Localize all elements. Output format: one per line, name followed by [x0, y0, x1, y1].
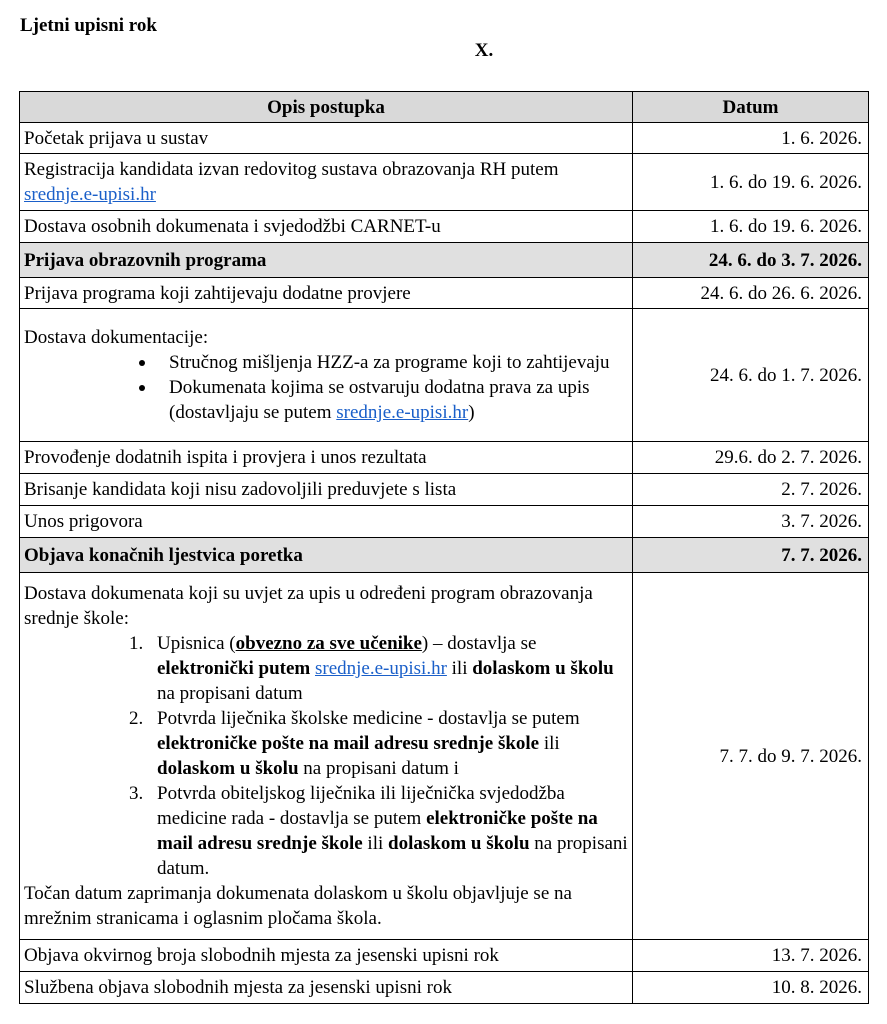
- row-date: 3. 7. 2026.: [633, 506, 869, 538]
- row-date: 24. 6. do 3. 7. 2026.: [633, 243, 869, 278]
- e-upisi-link[interactable]: srednje.e-upisi.hr: [24, 184, 156, 205]
- row-description: Prijava obrazovnih programa: [20, 243, 633, 278]
- row-date: 7. 7. 2026.: [633, 538, 869, 573]
- table-row: [20, 972, 869, 1004]
- e-upisi-link[interactable]: srednje.e-upisi.hr: [314, 658, 447, 679]
- row-description: [20, 309, 633, 442]
- row-date: 2. 7. 2026.: [633, 474, 869, 506]
- numbered-item: 1. Upisnica (obvezno za sve učenike) – dostavlja se elektronički putem srednje.e-upisi.hr ili dolaskom u školu na propisani datum: [129, 633, 614, 704]
- row-description: Objava okvirnog broja slobodnih mjesta za jesenski upisni rok: [20, 940, 633, 972]
- bullet-item: Dokumenata kojima se ostvaruju dodatna prava za upis (dostavljaju se putem srednje.e-upisi.hr): [169, 375, 628, 425]
- row-intro: Dostava dokumenata koji su uvjet za upis u određeni program obrazovanja srednje škole:: [24, 583, 593, 629]
- table-row: [20, 211, 869, 243]
- row-description: Početak prijava u sustav: [20, 123, 633, 154]
- row-date: 1. 6. 2026.: [633, 123, 869, 154]
- numbered-item: 2. Potvrda liječnika školske medicine - dostavlja se putem elektroničke pošte na mail adresu srednje škole ili dolaskom u školu na propisani datum i: [129, 708, 580, 779]
- row-date: 24. 6. do 26. 6. 2026.: [633, 278, 869, 309]
- table-header-row: [20, 92, 869, 123]
- table-row: [20, 309, 869, 442]
- row-date: 13. 7. 2026.: [633, 940, 869, 972]
- table-row: [20, 123, 869, 154]
- row-description: Službena objava slobodnih mjesta za jesenski upisni rok: [20, 972, 633, 1004]
- table-row-highlight: [20, 243, 869, 278]
- numbered-item: 3. Potvrda obiteljskog liječnika ili liječnička svjedodžba medicine rada - dostavlja se putem elektroničke pošte na mail adresu srednje škole ili dolaskom u školu na propisani datum.: [129, 783, 628, 879]
- row-description: Unos prigovora: [20, 506, 633, 538]
- numbered-list: [24, 631, 628, 881]
- header-description: Opis postupka: [20, 92, 633, 123]
- table-row: [20, 154, 869, 211]
- row-intro: Dostava dokumentacije:: [24, 327, 209, 348]
- table-row: [20, 474, 869, 506]
- table-row: [20, 506, 869, 538]
- row-date: 29.6. do 2. 7. 2026.: [633, 442, 869, 474]
- row-description: Dostava osobnih dokumenata i svjedodžbi CARNET-u: [20, 211, 633, 243]
- table-row: [20, 442, 869, 474]
- row-date: 7. 7. do 9. 7. 2026.: [633, 573, 869, 940]
- row-description: Brisanje kandidata koji nisu zadovoljili preduvjete s lista: [20, 474, 633, 506]
- bullet-item: Stručnog mišljenja HZZ-a za programe koji to zahtijevaju: [169, 350, 628, 375]
- row-text: Registracija kandidata izvan redovitog sustava obrazovanja RH putem: [24, 159, 559, 180]
- section-numeral: X.: [474, 40, 494, 61]
- row-description: [20, 573, 633, 940]
- schedule-table: [19, 91, 869, 1004]
- section-heading: Ljetni upisni rok: [20, 15, 157, 36]
- table-row-highlight: [20, 538, 869, 573]
- row-outro: Točan datum zaprimanja dokumenata dolaskom u školu objavljuje se na mrežnim stranicama i oglasnim pločama škola.: [24, 883, 572, 929]
- header-date: Datum: [633, 92, 869, 123]
- table-row: [20, 278, 869, 309]
- e-upisi-link[interactable]: srednje.e-upisi.hr: [336, 402, 469, 423]
- row-description: Provođenje dodatnih ispita i provjera i unos rezultata: [20, 442, 633, 474]
- row-description: [20, 154, 633, 211]
- bullet-list: [24, 350, 628, 425]
- row-description: Objava konačnih ljestvica poretka: [20, 538, 633, 573]
- row-description: Prijava programa koji zahtijevaju dodatne provjere: [20, 278, 633, 309]
- row-date: 1. 6. do 19. 6. 2026.: [633, 211, 869, 243]
- row-date: 1. 6. do 19. 6. 2026.: [633, 154, 869, 211]
- table-row: [20, 573, 869, 940]
- row-date: 10. 8. 2026.: [633, 972, 869, 1004]
- table-row: [20, 940, 869, 972]
- row-date: 24. 6. do 1. 7. 2026.: [633, 309, 869, 442]
